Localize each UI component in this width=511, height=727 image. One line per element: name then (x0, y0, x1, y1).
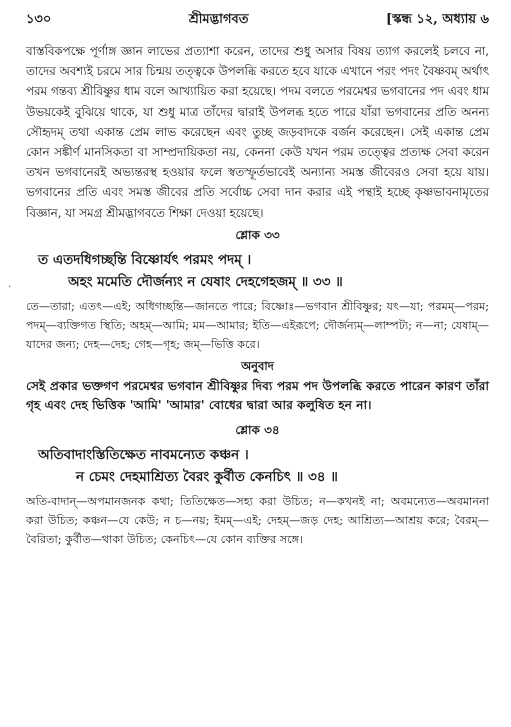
verse-33-line-1: ত এতদধিগচ্ছন্তি বিষ্ণোর্যৎ পরমং পদম্ । (38, 251, 252, 268)
book-title: শ্রীমদ্ভাগবত (188, 12, 249, 27)
verse-34-heading: শ্লোক ৩৪ (235, 422, 280, 437)
verse-33-translation-heading: অনুবাদ (241, 358, 274, 373)
verse-33-word-meanings: তে—তারা; এতৎ—এই; অধিগচ্ছন্তি—জানতে পারে; বিষ্ণোঃ—ভগবান শ্রীবিষ্ণুর; যৎ—যা; পরমম্—পরম; পদম্—ব্যক্তিগত স্থিতি; অহম্—আমি; মম—আমার; ইতি—এইরূপে; দৌর্জন্যম্—লাম্পট্য; ন—না; যেষাম্—যাদের জন্য; দেহ—দেহ; গেহ—গৃহ; জম্—ভিত্তি করে। (26, 299, 489, 351)
margin-mark: · (8, 282, 12, 293)
verse-34-line-2: ন চেমং দেহমাশ্রিত্য বৈরং কুর্বীত কেনচিৎ ॥ ৩৪ ॥ (76, 468, 338, 485)
section-label: [স্কন্ধ ১২, অধ্যায় ৬ (386, 12, 489, 27)
verse-34-line-1: অতিবাদাংস্তিতিক্ষেত নাবমন্যেত কঞ্চন । (38, 446, 249, 463)
purport-paragraph: বাস্তবিকপক্ষে পূর্ণাঙ্গ জ্ঞান লাভের প্রত্যাশা করেন, তাদের শুধু অসার বিষয় ত্যাগ করলেই চলবে না, তাদের অবশ্যই চরমে সার চিন্ময় তত্ত্বকে উপলব্ধি করতে হবে যাকে এখানে পরং পদং বৈষ্ণবম্ অর্থাৎ পরম গন্তব্য শ্রীবিষ্ণুর ধাম বলে আখ্যায়িত করা হয়েছে। পদম বলতে পরমেশ্বর ভগবানের পদ এবং ধাম উভয়কেই বুঝিয়ে থাকে, যা শুধু মাত্র তাঁদের দ্বারাই উপলব্ধ হতে পারে যাঁরা ভগবানের প্রতি অনন্য সৌহৃদম্ তথা একান্ত প্রেম লাভ করেছেন এবং তুচ্ছ জড়বাদকে বর্জন করেছেন। সেই একান্ত প্রেম কোন সঙ্কীর্ণ মানসিকতা বা সাম্প্রদায়িকতা নয়, কেননা কেউ যখন পরম তত্ত্বের প্রত্যক্ষ সেবা করেন তখন ভগবানেরই অভ্যন্তরস্থ হওয়ার ফলে স্বতস্ফূর্তভাবেই অন্যান্য সমস্ত জীবেরও সেবা হয়ে যায়। ভগবানের প্রতি এবং সমস্ত জীবের প্রতি সর্বোচ্চ সেবা দান করার এই পন্থাই হচ্ছে কৃষ্ণভাবনামৃতের বিজ্ঞান, যা সমগ্র শ্রীমদ্ভাগবতে শিক্ষা দেওয়া হয়েছে। (26, 44, 490, 220)
page-number: ১৩০ (26, 12, 52, 27)
verse-34-word-meanings: অতি-বাদান্—অপমানজনক কথা; তিতিক্ষেত—সহ্য করা উচিত; ন—কখনই না; অবমন্যেত—অবমাননা করা উচিত; কঞ্চন—যে কেউ; ন চ—নয়; ইমম্—এই; দেহম্—জড় দেহ; আশ্রিত্য—আশ্রয় করে; বৈরম্—বৈরিতা; কুর্বীত—থাকা উচিত; কেনচিৎ—যে কোন ব্যক্তির সঙ্গে। (26, 494, 489, 546)
verse-33-translation: সেই প্রকার ভক্তগণ পরমেশ্বর ভগবান শ্রীবিষ্ণুর দিব্য পরম পদ উপলব্ধি করতে পারেন কারণ তাঁরা গৃহ এবং দেহ ভিত্তিক 'আমি' 'আমার' বোধের দ্বারা আর কলুষিত হন না। (26, 378, 489, 413)
verse-33-heading: শ্লোক ৩৩ (235, 227, 280, 242)
verse-33-line-2: অহং মমেতি দৌর্জন্যং ন যেষাং দেহগেহজম্ ॥ ৩৩ ॥ (68, 273, 343, 290)
page-header (26, 10, 489, 31)
